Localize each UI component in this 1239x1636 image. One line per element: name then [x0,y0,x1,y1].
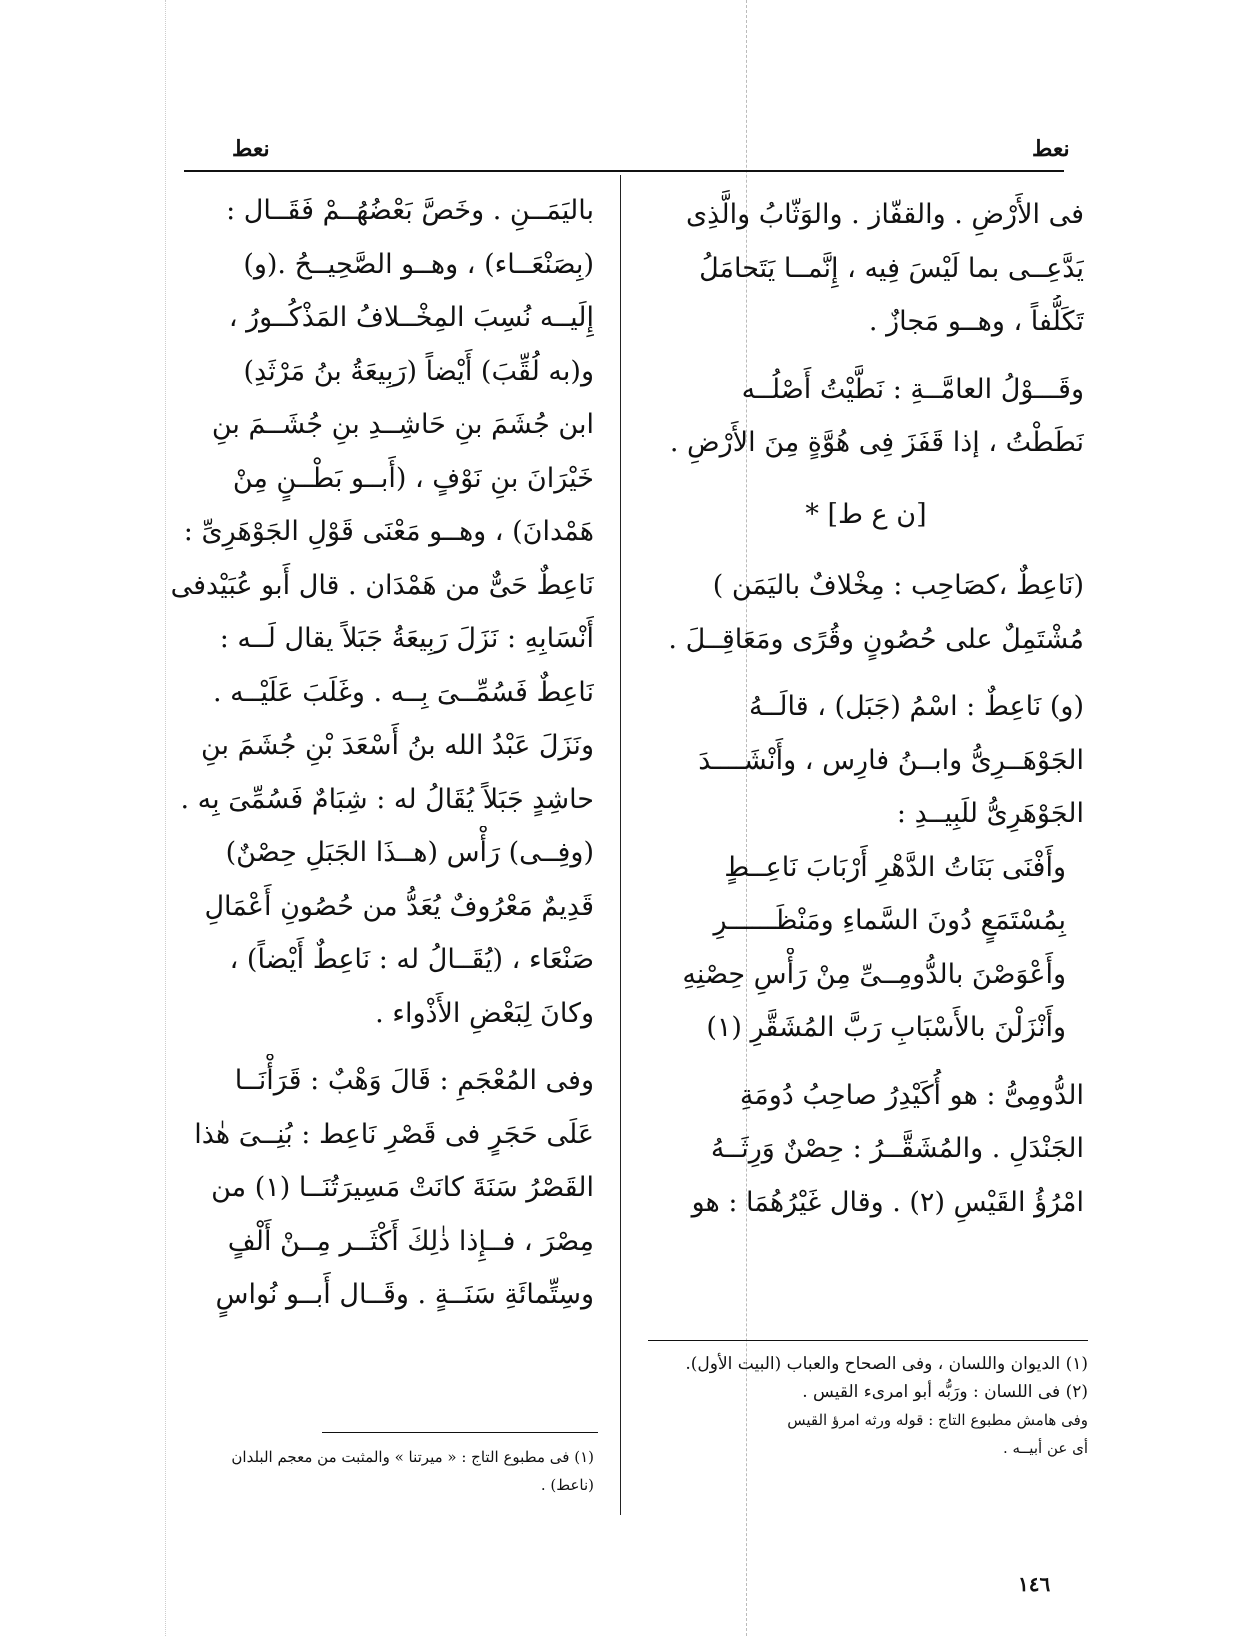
footnote-line: وفى هامش مطبوع التاج : قوله ورثه امرؤ القيس [787,1411,1088,1429]
text-line: خَيْرَانَ بنِ نَوْفٍ ، (أَبــو بَطْــنٍ مِنْ [232,462,594,494]
right-column [648,188,1084,1229]
text-line: أَنْسَابِهِ : نَزَلَ رَبِيعَةُ جَبَلاً يقال لَــه : [219,623,594,654]
left-column [164,184,594,1322]
text-line: يَدَّعِــى بما لَيْسَ فِيه ، إِنَّمــا يَتَحامَلُ [699,252,1084,284]
paragraph-gap [648,666,1084,680]
footnote-line: (١) الديوان واللسان ، وفى الصحاح والعباب (البيت الأول). [685,1354,1088,1374]
entry-heading: [ن ع ط] * [805,498,927,530]
text-line: وفى المُعْجَمِ : قَالَ وَهْبٌ : قَرَأْنَــا [234,1065,594,1096]
text-line: القَصْرُ سَنَةَ كانَتْ مَسِيرَتُنَــا (١) من [211,1172,594,1203]
text-line: إِلَيــه نُسِبَ المِخْــلافُ المَذْكُــورُ ، [228,302,594,333]
footnote-line: (٢) فى اللسان : ورَبُّه أبو امرىء القيس . [802,1382,1088,1402]
text-line: و(به لُقِّبَ) أَيْضاً (رَبِيعَةُ بنُ مَرْثَدِ) [243,355,594,387]
footnotes-right [648,1350,1088,1462]
paragraph-gap [648,1055,1084,1069]
footnote-rule-right [648,1340,1088,1341]
text-line: الجَوْهَــرِىُّ وابــنُ فارِس ، وأَنْشَــــدَ [698,744,1084,776]
header-rule [184,170,1064,172]
text-line: تَكَلُّفاً ، وهــو مَجازٌ . [868,306,1084,337]
text-line: قَدِيمٌ مَعْرُوفٌ يُعَدُّ من حُصُونِ أَعْمَالِ [204,890,594,922]
text-line: عَلَى حَجَرٍ فى قَصْرِ نَاعِط : بُنِــىَ هٰذا [194,1118,594,1150]
footnotes-left [164,1443,594,1499]
text-line: وكانَ لِبَعْضِ الأَذْواء . [375,997,594,1029]
text-line: وسِتِّمائَةِ سَنَــةٍ . وقَــال أَبــو نُواسٍ [215,1279,594,1310]
text-line: ونَزَلَ عَبْدُ الله بنُ أَسْعَدَ بْنِ جُشَمَ بنِ [201,730,594,761]
running-head-right: نعط [1032,136,1070,162]
text-line: الجَنْدَلِ . والمُشَقَّــرُ : حِصْنٌ وَرِثَــهُ [710,1133,1084,1164]
verse-line: وأَنْزَلْنَ بالأَسْبَابِ رَبَّ المُشَقَّرِ (١) [706,1012,1066,1043]
text-line: فى الأَرْضِ . والقفّاز . والوَثّابُ والَّذِى [686,199,1084,230]
paragraph-gap [648,349,1084,363]
text-line: هَمْدانَ) ، وهــو مَعْنَى قَوْلِ الجَوْهَرِىِّ : [183,516,594,547]
text-line: نَطَطْتُ ، إذا قَفَزَ فِى هُوَّةٍ مِنَ الأَرْضِ . [669,427,1084,458]
text-line: الجَوْهَرِىُّ للَبِيــدِ : [896,798,1084,829]
text-line: صَنْعَاء ، (يُقَــالُ له : نَاعِطٌ أَيْضاً) ، [229,944,594,975]
text-line: حاشِدٍ جَبَلاً يُقَالُ له : شِبَامٌ فَسُمِّىَ بِه . [180,783,594,815]
text-line: وقَـــوْلُ العامَّــةِ : نَطَّيْتُ أَصْلُــه [741,373,1084,405]
text-line: مُشْتَمِلٌ على حُصُونٍ وقُرًى ومَعَاقِــلَ . [668,623,1084,655]
footnote-rule-left [322,1432,598,1433]
footnote-line: أى عن أبيــه . [1002,1439,1088,1457]
text-line: امْرُؤُ القَيْسِ (٢) . وقال غَيْرُهُمَا : هو [691,1186,1084,1218]
running-head-left: نعط [232,136,270,162]
column-divider [620,175,621,1515]
verse-line: وأَفْنَى بَنَاتُ الدَّهْرِ أَرْبَابَ نَاعِــطٍ [724,851,1066,883]
footnote-line: (ناعط) . [540,1476,594,1494]
text-line: (نَاعِطٌ ،كصَاحِب : مِخْلافٌ باليَمَن ) [712,570,1084,601]
verse-line: بِمُسْتَمَعٍ دُونَ السَّماءِ ومَنْظَــــــرِ [713,905,1066,936]
footnote-line: (١) فى مطبوع التاج : « ميرتنا » والمثبت من معجم البلدان [231,1448,594,1466]
verse-line: وأَعْوَصْنَ بالدُّومِــىِّ مِنْ رَأْسِ حِصْنِهِ [682,958,1066,990]
paragraph-gap [164,1040,594,1054]
text-line: (و) نَاعِطٌ : اسْمُ (جَبَل) ، قالَــهُ [749,691,1084,722]
text-line: الدُّومِىُّ : هو أُكَيْدِرُ صاحِبُ دُومَةِ [739,1079,1084,1111]
text-line: نَاعِطٌ فَسُمِّــىَ بِــه . وغَلَبَ عَلَيْــه . [213,676,594,708]
text-line: (وفِــى) رَأْس (هــذَا الجَبَلِ حِصْنٌ) [225,837,594,868]
page-number: ١٤٦ [1018,1572,1051,1596]
text-line: مِصْرَ ، فــإِذا ذٰلِكَ أَكْثَــر مِــنْ أَلْفٍ [227,1225,594,1257]
text-line: باليَمَــنِ . وخَصَّ بَعْضُهُــمْ فَقَــال : [226,195,594,226]
text-line: نَاعِطٌ حَىٌّ من هَمْدَان . قال أَبو عُبَيْدفى [170,569,594,601]
text-line: ابن جُشَمَ بنِ حَاشِــدِ بنِ جُشَــمَ بنِ [211,409,594,440]
text-line: (بِصَنْعَــاء) ، وهــو الصَّحِيــحُ .(و) [243,248,594,280]
